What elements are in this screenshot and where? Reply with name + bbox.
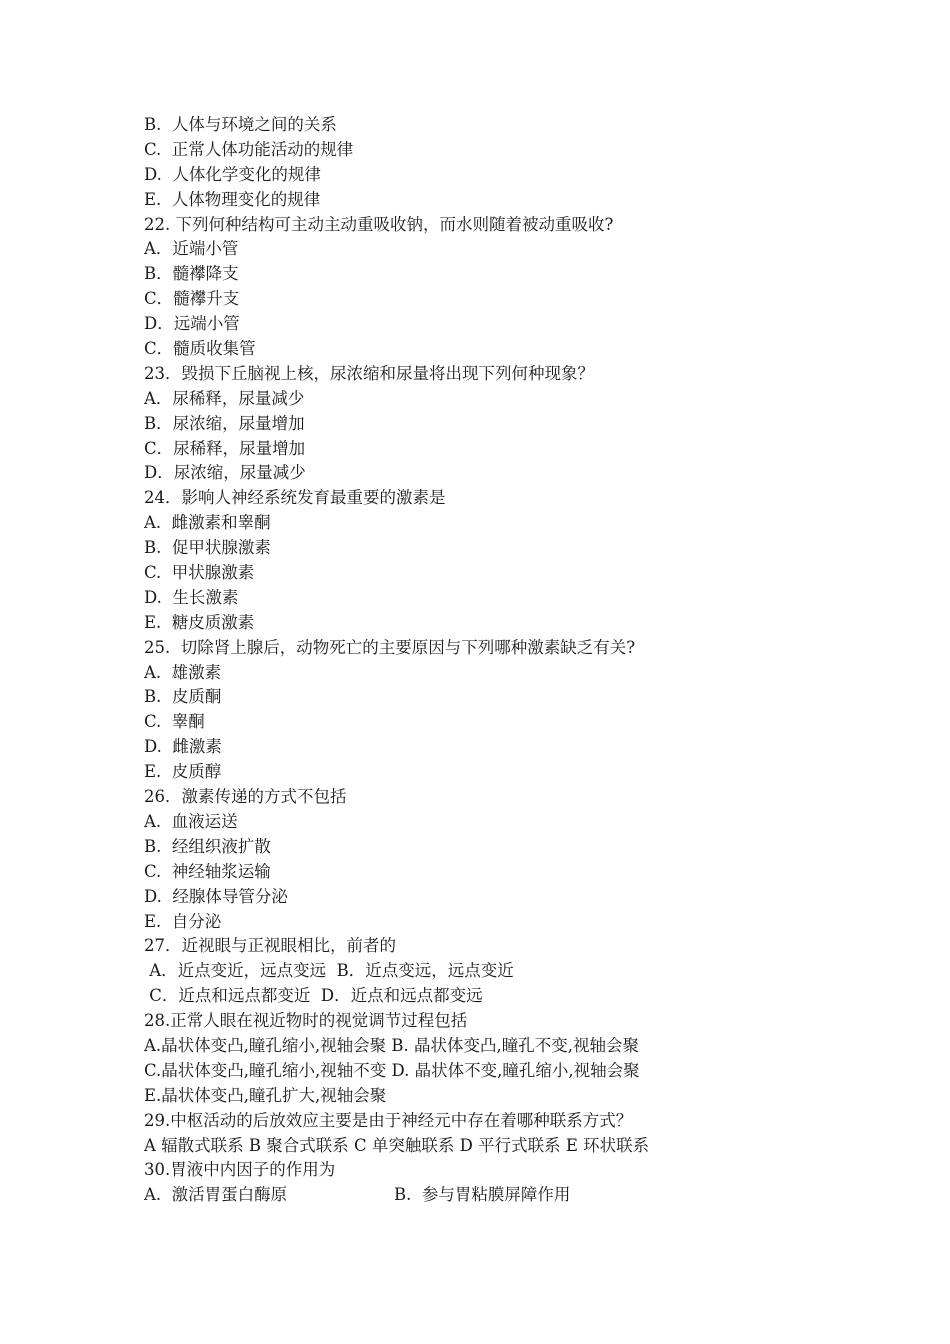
- option-a: A. 激活胃蛋白酶原: [144, 1185, 288, 1205]
- text-line: C. 甲状腺激素: [144, 563, 255, 583]
- option-b: B. 参与胃粘膜屏障作用: [394, 1185, 571, 1205]
- text-line: B. 促甲状腺激素: [144, 538, 271, 558]
- text-line: B. 人体与环境之间的关系: [144, 115, 337, 134]
- text-line: A. 血液运送: [144, 811, 238, 831]
- text-line: A 辐散式联系 B 聚合式联系 C 单突触联系 D 平行式联系 E 环状联系: [144, 1135, 650, 1155]
- text-line: D．尿浓缩，尿量减少: [144, 463, 306, 483]
- text-line: D. 雌激素: [144, 737, 222, 757]
- text-line: C. 神经轴浆运输: [144, 861, 271, 881]
- text-line: D. 生长激素: [144, 587, 239, 607]
- question-26: 26．激素传递的方式不包括: [144, 787, 347, 807]
- text-line: A．近点变近，远点变远 B．近点变远，远点变近: [144, 961, 514, 981]
- text-line: E.晶状体变凸,瞳孔扩大,视轴会聚: [144, 1085, 387, 1105]
- question-30: 30.胃液中内因子的作用为: [144, 1160, 336, 1180]
- text-line: B. 经组织液扩散: [144, 836, 271, 856]
- text-line: E. 糖皮质激素: [144, 612, 255, 632]
- text-line: D. 经腺体导管分泌: [144, 886, 288, 906]
- text-line: E. 人体物理变化的规律: [144, 189, 321, 209]
- text-line: A．尿稀释，尿量减少: [144, 388, 305, 408]
- text-line: C．近点和远点都变近 D．近点和远点都变远: [144, 986, 483, 1006]
- text-line: D．远端小管: [144, 314, 240, 334]
- text-line: B. 皮质酮: [144, 687, 222, 707]
- text-line: A.晶状体变凸,瞳孔缩小,视轴会聚 B. 晶状体变凸,瞳孔不变,视轴会聚: [144, 1035, 639, 1055]
- text-line: B．髓襻降支: [144, 264, 239, 284]
- text-line: C. 睾酮: [144, 712, 205, 732]
- text-line: D. 人体化学变化的规律: [144, 164, 321, 184]
- text-line: B．尿浓缩，尿量增加: [144, 413, 305, 433]
- question-30-options: [144, 1183, 784, 1208]
- question-29: 29.中枢活动的后放效应主要是由于神经元中存在着哪种联系方式？: [144, 1110, 633, 1130]
- text-line: E. 皮质醇: [144, 762, 222, 782]
- text-line: A. 雌激素和睾酮: [144, 513, 271, 533]
- text-line: C.晶状体变凸,瞳孔缩小,视轴不变 D. 晶状体不变,瞳孔缩小,视轴会聚: [144, 1060, 640, 1080]
- text-line: A．近端小管: [144, 239, 239, 259]
- text-line: C．尿稀释，尿量增加: [144, 438, 306, 458]
- question-23: 23．毁损下丘脑视上核，尿浓缩和尿量将出现下列何种现象？: [144, 363, 594, 383]
- text-line: C．髓襻升支: [144, 289, 240, 309]
- question-25: 25. 切除肾上腺后，动物死亡的主要原因与下列哪种激素缺乏有关?: [144, 637, 636, 657]
- question-text-block: [144, 113, 784, 1208]
- question-27: 27．近视眼与正视眼相比，前者的: [144, 936, 396, 956]
- text-line: C. 正常人体功能活动的规律: [144, 139, 354, 159]
- question-24: 24．影响人神经系统发育最重要的激素是: [144, 488, 446, 508]
- text-line: E. 自分泌: [144, 911, 222, 931]
- question-22: 22. 下列何种结构可主动主动重吸收钠，而水则随着被动重吸收?: [144, 214, 614, 234]
- text-line: A. 雄激素: [144, 662, 222, 682]
- question-28: 28.正常人眼在视近物时的视觉调节过程包括: [144, 1011, 468, 1031]
- text-line: C．髓质收集管: [144, 339, 256, 359]
